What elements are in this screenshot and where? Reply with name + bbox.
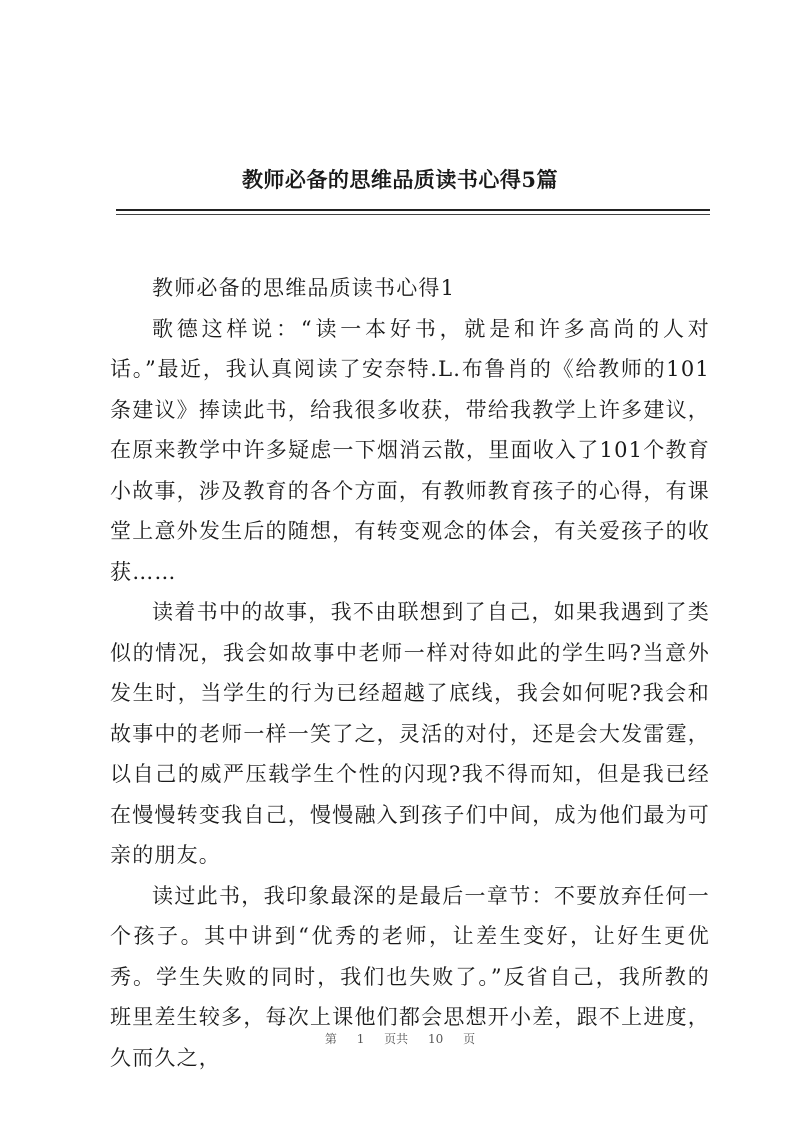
section-heading: 教师必备的思维品质读书心得1 bbox=[152, 276, 456, 300]
document-body bbox=[110, 268, 710, 1078]
footer-total-pages: 10 bbox=[428, 1032, 444, 1046]
page-title: 教师必备的思维品质读书心得5篇 bbox=[241, 167, 559, 192]
paragraph: 歌德这样说：“读一本好书，就是和许多高尚的人对话。”最近，我认真阅读了安奈特.L.布鲁肖的《给教师的101条建议》捧读此书，给我很多收获，带给我教学上许多建议，在原来教学中许多疑虑一下烟消云散，里面收入了101个教育小故事，涉及教育的各个方面，有教师教育孩子的心得，有课堂上意外发生后的随想，有转变观念的体会，有关爱孩子的收获…… bbox=[110, 316, 710, 584]
footer-suffix: 页 bbox=[463, 1032, 476, 1046]
footer-middle: 页共 bbox=[384, 1032, 409, 1046]
title-divider bbox=[116, 209, 710, 211]
paragraph: 读着书中的故事，我不由联想到了自己，如果我遇到了类似的情况，我会如故事中老师一样对待如此的学生吗?当意外发生时，当学生的行为已经超越了底线，我会如何呢?我会和故事中的老师一样一笑了之，灵活的对付，还是会大发雷霆，以自己的威严压载学生个性的闪现?我不得而知，但是我已经在慢慢转变我自己，慢慢融入到孩子们中间，成为他们最为可亲的朋友。 bbox=[110, 600, 710, 867]
footer-current-page: 1 bbox=[356, 1032, 365, 1046]
footer-prefix: 第 bbox=[324, 1032, 337, 1046]
paragraph: 读过此书，我印象最深的是最后一章节：不要放弃任何一个孩子。其中讲到“优秀的老师，让差生变好，让好生更优秀。学生失败的同时，我们也失败了。”反省自己，我所教的班里差生较多，每次上课他们都会思想开小差，跟不上进度，久而久之， bbox=[110, 883, 710, 1070]
page-footer bbox=[0, 1030, 800, 1047]
title-divider-thin bbox=[116, 214, 710, 215]
